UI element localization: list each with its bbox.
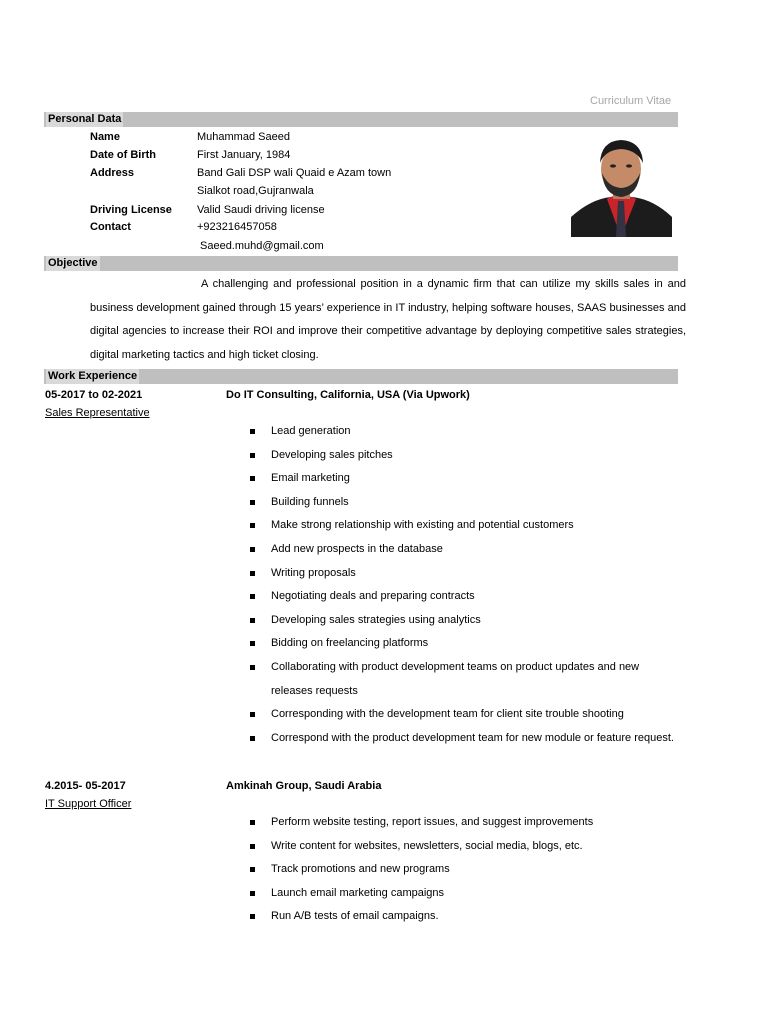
profile-photo (571, 133, 672, 237)
bullet-square-icon (250, 867, 255, 872)
bullet-square-icon (250, 547, 255, 552)
bullet-square-icon (250, 523, 255, 528)
list-item (248, 444, 681, 468)
duty-text: Track promotions and new programs (271, 863, 450, 876)
bullet-square-icon (250, 844, 255, 849)
duty-list (248, 420, 681, 750)
list-item (248, 703, 681, 727)
bullet-square-icon (250, 476, 255, 481)
address-line1: Band Gali DSP wali Quaid e Azam town (197, 167, 392, 179)
list-item (248, 420, 681, 444)
section-bar-objective (44, 256, 678, 271)
duty-text: Negotiating deals and preparing contracts (271, 590, 475, 603)
bullet-square-icon (250, 820, 255, 825)
list-item (248, 538, 681, 562)
duty-text: Correspond with the product development team for new module or feature request. (271, 731, 674, 744)
section-heading-work: Work Experience (48, 370, 138, 382)
duty-text: Developing sales pitches (271, 448, 393, 461)
email-value: Saeed.muhd@gmail.com (200, 240, 324, 252)
job-company: Do IT Consulting, California, USA (Via Upwork) (226, 389, 470, 401)
bullet-square-icon (250, 712, 255, 717)
duty-text: Bidding on freelancing platforms (271, 637, 429, 650)
section-heading-personal: Personal Data (48, 113, 122, 125)
list-item (248, 835, 681, 859)
job-role: Sales Representative (45, 407, 150, 419)
list-item (248, 905, 681, 929)
name-value: Muhammad Saeed (197, 131, 290, 143)
contact-label: Contact (90, 221, 131, 233)
dob-label: Date of Birth (90, 149, 156, 161)
list-item (248, 585, 681, 609)
address-line2: Sialkot road,Gujranwala (197, 185, 314, 197)
list-item (248, 491, 681, 515)
duty-text: Email marketing (271, 472, 350, 485)
bullet-square-icon (250, 618, 255, 623)
job-period: 4.2015- 05-2017 (45, 780, 126, 792)
list-item (248, 882, 681, 906)
bullet-square-icon (250, 500, 255, 505)
bullet-square-icon (250, 665, 255, 670)
duty-text: Building funnels (271, 495, 349, 508)
duty-text: Run A/B tests of email campaigns. (271, 910, 439, 923)
list-item (248, 656, 681, 703)
name-label: Name (90, 131, 120, 143)
duty-text: Collaborating with product development teams on product updates and new releases requests (271, 660, 640, 697)
phone-value: +923216457058 (197, 221, 277, 233)
job-role: IT Support Officer (45, 798, 132, 810)
section-bar-personal (44, 112, 678, 127)
bullet-square-icon (250, 429, 255, 434)
section-heading-objective: Objective (48, 257, 98, 269)
section-bar-work (44, 369, 678, 384)
bullet-square-icon (250, 736, 255, 741)
dob-value: First January, 1984 (197, 149, 291, 161)
document-title: Curriculum Vitae (590, 95, 672, 107)
bullet-square-icon (250, 914, 255, 919)
bullet-square-icon (250, 641, 255, 646)
license-value: Valid Saudi driving license (197, 204, 325, 216)
bullet-square-icon (250, 594, 255, 599)
duty-text: Write content for websites, newsletters, social media, blogs, etc. (271, 839, 583, 852)
duty-text: Corresponding with the development team for client site trouble shooting (271, 708, 624, 721)
list-item (248, 609, 681, 633)
duty-text: Make strong relationship with existing and potential customers (271, 519, 574, 532)
list-item (248, 632, 681, 656)
list-item (248, 727, 681, 751)
job-period: 05-2017 to 02-2021 (45, 389, 143, 401)
license-label: Driving License (90, 204, 172, 216)
duty-text: Launch email marketing campaigns (271, 886, 445, 899)
bullet-square-icon (250, 453, 255, 458)
duty-text: Writing proposals (271, 566, 356, 579)
bullet-square-icon (250, 571, 255, 576)
duty-list (248, 811, 681, 929)
duty-text: Perform website testing, report issues, and suggest improvements (271, 816, 594, 828)
list-item (248, 811, 681, 835)
address-label: Address (90, 167, 135, 179)
objective-text: A challenging and professional position in a dynamic firm that can utilize my skills sales in and business development gained through 15 years’ experience in IT industry, helping software houses, SAAS businesses and digital agencies to increase their ROI and improve their competitive advantage by deploying competitive sales strategies, digital marketing tactics and high ticket closing. (90, 278, 686, 361)
duty-text: Lead generation (271, 425, 351, 437)
list-item (248, 467, 681, 491)
list-item (248, 562, 681, 586)
duty-text: Add new prospects in the database (271, 542, 443, 555)
bullet-square-icon (250, 891, 255, 896)
list-item (248, 514, 681, 538)
job-company: Amkinah Group, Saudi Arabia (226, 780, 382, 792)
duty-text: Developing sales strategies using analytics (271, 613, 481, 626)
list-item (248, 858, 681, 882)
